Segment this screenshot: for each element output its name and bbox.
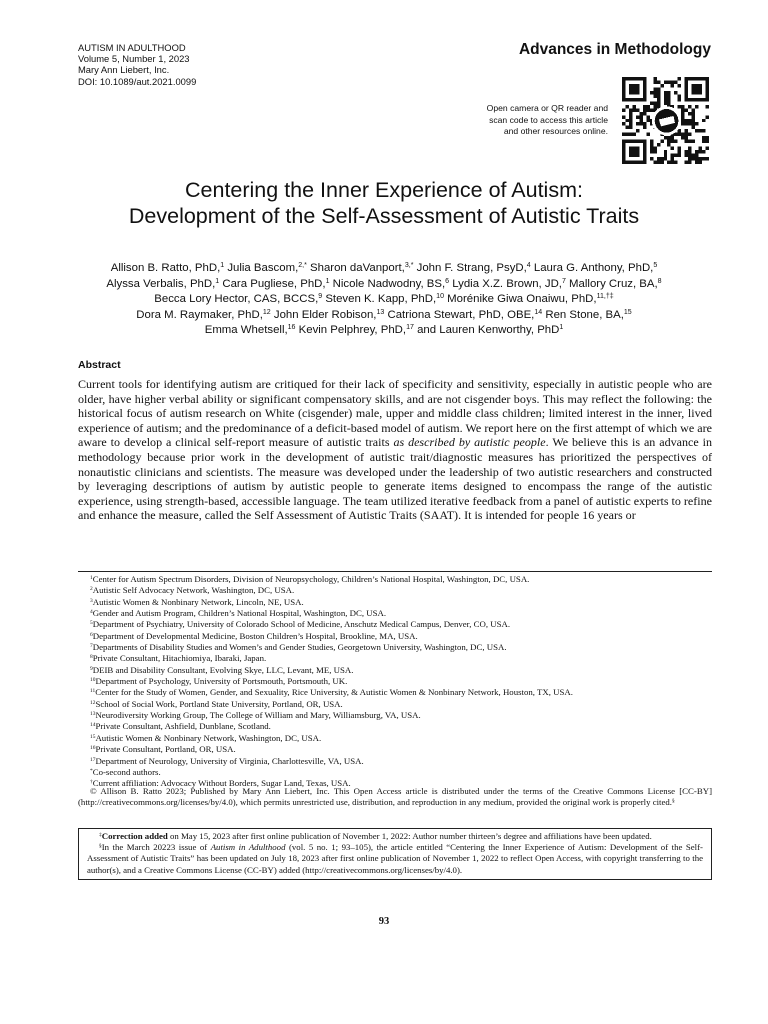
affiliation-text: Private Consultant, Portland, OR, USA.: [95, 744, 236, 755]
affiliation-mark: 14: [90, 722, 96, 729]
author-affiliation-mark: 17: [406, 324, 414, 332]
affiliation-text: Autistic Self Advocacy Network, Washington, DC, USA.: [92, 585, 295, 596]
journal-publisher: Mary Ann Liebert, Inc.: [78, 64, 170, 76]
affiliation-text: Department of Neurology, University of Virginia, Charlottesville, VA, USA.: [95, 755, 364, 766]
author-affiliation-mark: 9: [318, 293, 323, 301]
author-affiliation-mark: 11,†‡: [596, 293, 614, 301]
author-line: [70, 323, 698, 339]
author-name: Mallory Cruz, BA,: [565, 277, 658, 290]
affiliation-mark: 3: [90, 597, 93, 604]
affiliation-list: [90, 574, 712, 790]
affiliation-mark: 16: [90, 745, 96, 752]
affiliation-mark: 15: [90, 733, 96, 740]
affiliation-item: [90, 744, 712, 755]
affiliation-item: [90, 597, 712, 608]
author-name: Morénike Giwa Onaiwu, PhD,: [444, 293, 597, 306]
author-affiliation-mark: 1: [220, 262, 225, 270]
author-line: [70, 277, 698, 293]
correction-text: on May 15, 2023 after first online publication of November 1, 2022: Author number thirteen’s degree and affiliations have been updated.: [167, 831, 652, 841]
author-name: Catriona Stewart, PhD, OBE,: [384, 308, 535, 321]
affiliation-item: [90, 756, 712, 767]
author-affiliation-mark: 2,*: [298, 262, 307, 270]
affiliation-text: Private Consultant, Ashfield, Dunblane, Scotland.: [95, 721, 271, 732]
affiliation-mark: 7: [90, 643, 93, 650]
author-name: Allison B. Ratto, PhD,: [110, 262, 221, 274]
author-name: Sharon daVanport,: [306, 262, 405, 274]
title-line: Development of the Self-Assessment of Autistic Traits: [128, 204, 640, 228]
qr-code-icon[interactable]: [620, 77, 711, 164]
affiliation-item: [90, 733, 712, 744]
author-affiliation-mark: 6: [445, 277, 450, 285]
affiliation-item: [90, 574, 712, 585]
affiliation-item: [90, 608, 712, 619]
correction-notice: [78, 828, 712, 880]
affiliation-mark: 5: [90, 620, 93, 627]
author-name: Ren Stone, BA,: [542, 308, 624, 321]
section-tag: Advances in Methodology: [518, 41, 711, 58]
journal-name: AUTISM IN ADULTHOOD: [78, 42, 186, 53]
correction-text: (vol. 5 no. 1; 93–105), the article entitled “Centering the Inner Experience of Autism: Development of the Self-Assessment of Autistic Traits” has been updated on July 18, 2023 after first online publication of November 1, 2022 to reflect Open Access, with copyright transferring to the author(s), and a Creative Commons License (CC-BY) added (http://creativecommons.org/licenses/by/4.0).: [87, 842, 703, 875]
affiliation-mark: 17: [90, 756, 96, 763]
affiliation-text: Autistic Women & Nonbinary Network, Lincoln, NE, USA.: [92, 596, 304, 607]
affiliation-mark: 1: [90, 575, 93, 581]
author-name: Steven K. Kapp, PhD,: [322, 293, 437, 306]
affiliation-item: [90, 710, 712, 721]
journal-doi[interactable]: DOI: 10.1089/aut.2021.0099: [78, 75, 197, 87]
affiliation-mark: 13: [90, 711, 96, 718]
affiliation-text: DEIB and Disability Consultant, Evolving Skye, LLC, Levant, ME, USA.: [92, 664, 354, 675]
author-line: [70, 308, 698, 324]
abstract-body: [78, 377, 712, 523]
correction-mark: §: [99, 843, 102, 850]
author-name: Nicole Nadwodny, BS,: [329, 277, 446, 290]
affiliation-text: Center for the Study of Women, Gender, and Sexuality, Rice University, & Autistic Women & Nonbinary Network, Houston, TX, USA.: [95, 687, 573, 698]
correction-label: Correction added: [101, 831, 168, 841]
author-affiliation-mark: 4: [526, 262, 531, 270]
affiliation-text: Center for Autism Spectrum Disorders, Division of Neuropsychology, Children’s National Hospital, Washington, DC, USA.: [92, 574, 530, 584]
abstract-emphasis: as described by autistic people: [393, 435, 546, 450]
author-affiliation-mark: 16: [287, 324, 296, 332]
author-name: Laura G. Anthony, PhD,: [530, 262, 654, 274]
license-notice: [78, 786, 712, 808]
affiliation-mark: 8: [90, 654, 93, 661]
affiliation-text: Departments of Disability Studies and Women’s and Gender Studies, Georgetown University, Washington, DC, USA.: [92, 642, 507, 653]
author-name: and Lauren Kenworthy, PhD: [413, 324, 560, 337]
page-number: 93: [378, 916, 390, 927]
abstract-text: . We believe this is an advance in methodology because prior work in the development of autistic trait/diagnostic measures has prioritized the perspectives of nonautistic clinicians and scientists. The measure was developed under the leadership of two autistic researchers and constructed by leveraging descriptions of autism by autistic people to generate items designed to encompass the range of the autistic experience, using strength-based, accessible language. The team utilized iterative feedback from a panel of autistic experts to refine and enhance the measure, called the Self Assessment of Autistic Traits (SAAT). It is intended for people 16 years or: [78, 435, 712, 523]
affiliation-text: Gender and Autism Program, Children’s National Hospital, Washington, DC, USA.: [92, 608, 387, 619]
author-affiliation-mark: 15: [623, 308, 632, 316]
qr-instructions: [438, 103, 608, 138]
author-affiliation-mark: 7: [561, 277, 566, 285]
affiliation-item: [90, 721, 712, 732]
author-name: John F. Strang, PsyD,: [413, 262, 527, 274]
author-affiliation-mark: 1: [215, 277, 220, 285]
qr-instruction-line: scan code to access this article: [489, 114, 608, 125]
author-affiliation-mark: 12: [262, 308, 271, 316]
license-text: © Allison B. Ratto 2023; Published by Mary Ann Liebert, Inc. This Open Access article is distributed under the terms of the Creative Commons License [CC-BY] (http://creativecommons.org/licenses/by/4.0), which permits unrestricted use, distribution, and reproduction in any medium, provided the original work is properly cited.: [78, 786, 712, 808]
affiliation-text: Department of Psychiatry, University of Colorado School of Medicine, Anschutz Medical Campus, Denver, CO, USA.: [92, 619, 511, 630]
affiliation-text: Department of Psychology, University of Portsmouth, Portsmouth, UK.: [95, 676, 348, 687]
affiliation-item: [90, 676, 712, 687]
author-name: Julia Bascom,: [224, 262, 299, 274]
author-name: Kevin Pelphrey, PhD,: [295, 324, 407, 337]
qr-instruction-line: Open camera or QR reader and: [486, 103, 608, 113]
affiliation-text: Department of Developmental Medicine, Boston Children’s Hospital, Brookline, MA, USA.: [92, 630, 418, 641]
author-affiliation-mark: 3,*: [404, 262, 414, 270]
affiliation-item: [90, 631, 712, 642]
author-affiliation-mark: 10: [436, 293, 444, 301]
abstract-heading: Abstract: [78, 359, 121, 371]
correction-journal: Autism in Adulthood: [210, 842, 286, 853]
affiliation-text: Autistic Women & Nonbinary Network, Washington, DC, USA.: [95, 732, 322, 743]
journal-info: [78, 42, 196, 87]
author-name: Dora M. Raymaker, PhD,: [136, 308, 263, 321]
affiliation-text: School of Social Work, Portland State University, Portland, OR, USA.: [95, 698, 343, 709]
author-line: [70, 292, 698, 308]
title-line: Centering the Inner Experience of Autism:: [185, 178, 583, 202]
affiliation-mark: 2: [90, 586, 93, 593]
author-name: Cara Pugliese, PhD,: [219, 277, 326, 290]
author-affiliation-mark: 1: [559, 324, 564, 332]
affiliation-item: [90, 642, 712, 653]
article-title: [70, 177, 698, 229]
author-affiliation-mark: 1: [325, 277, 330, 285]
author-name: Becca Lory Hector, CAS, BCCS,: [154, 293, 319, 306]
footnote-divider: [78, 571, 712, 572]
license-mark: §: [671, 798, 675, 805]
affiliation-item: [90, 653, 712, 664]
author-affiliation-mark: 8: [657, 277, 662, 285]
affiliation-mark: †: [90, 779, 93, 786]
affiliation-mark: 4: [90, 609, 93, 616]
author-affiliation-mark: 14: [534, 308, 543, 316]
affiliation-text: Private Consultant, Hitachiomiya, Ibaraki, Japan.: [92, 653, 267, 664]
affiliation-item: [90, 767, 712, 778]
affiliation-text: Neurodiversity Working Group, The College of William and Mary, Williamsburg, VA, USA.: [95, 710, 421, 721]
affiliation-text: Co-second authors.: [92, 766, 161, 777]
qr-instruction-line: and other resources online.: [503, 126, 608, 137]
affiliation-item: [90, 699, 712, 710]
affiliation-item: [90, 585, 712, 596]
affiliation-mark: 10: [90, 677, 96, 684]
affiliation-mark: *: [90, 767, 93, 774]
abstract-text: Current tools for identifying autism are critiqued for their lack of specificity and sensitivity, especially in autistic people who are older, have higher verbal ability or significant compensatory skills, and are not cisgender boys. This may reflect the following: the historical focus of autism research on White (cisgender) male, upper and middle class children; limited interest in the inner, lived experience of autism; and the predominance of a deficit-based model of autism. We report here on the first attempt of which we are aware to develop a clinical self-report measure of autistic traits: [78, 377, 712, 450]
affiliation-mark: 9: [90, 665, 93, 672]
author-line: [70, 261, 698, 277]
affiliation-item: [90, 687, 712, 698]
author-name: John Elder Robison,: [270, 308, 377, 321]
author-affiliation-mark: 13: [376, 308, 385, 316]
author-name: Lydia X.Z. Brown, JD,: [449, 277, 562, 290]
journal-volume: Volume 5, Number 1, 2023: [78, 53, 190, 65]
author-name: Emma Whetsell,: [204, 324, 288, 337]
affiliation-mark: 6: [90, 631, 93, 638]
author-list: [70, 261, 698, 339]
affiliation-mark: 11: [90, 688, 96, 695]
author-affiliation-mark: 5: [653, 262, 658, 270]
author-name: Alyssa Verbalis, PhD,: [106, 277, 216, 290]
correction-mark: ‡: [99, 832, 102, 838]
affiliation-item: [90, 619, 712, 630]
affiliation-item: [90, 665, 712, 676]
affiliation-text: Current affiliation: Advocacy Without Borders, Sugar Land, Texas, USA.: [92, 778, 351, 789]
correction-text: In the March 20223 issue of: [101, 842, 211, 853]
affiliation-mark: 12: [90, 699, 96, 706]
